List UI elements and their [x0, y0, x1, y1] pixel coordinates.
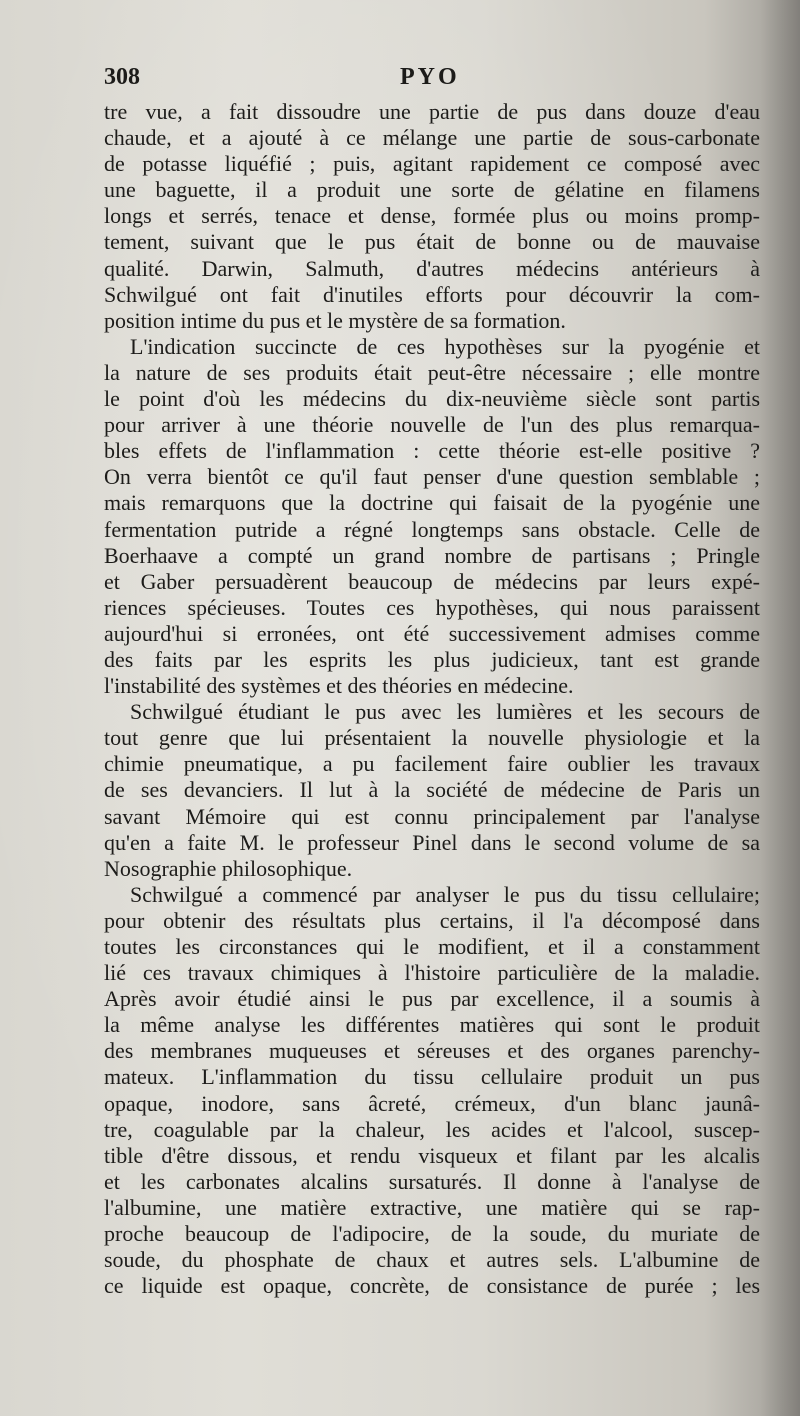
text-line: chimie pneumatique, a pu facilement faire oublier les travaux: [104, 751, 760, 777]
text-line: mais remarquons que la doctrine qui faisait de la pyogénie une: [104, 490, 760, 516]
text-line: de potasse liquéfié ; puis, agitant rapidement ce composé avec: [104, 151, 760, 177]
text-line: fermentation putride a régné longtemps sans obstacle. Celle de: [104, 516, 760, 542]
text-line: position intime du pus et le mystère de sa formation.: [104, 307, 566, 333]
text-line: lié ces travaux chimiques à l'histoire particulière de la maladie.: [104, 960, 760, 986]
text-line: ce liquide est opaque, concrète, de consistance de purée ; les: [104, 1273, 760, 1299]
text-line: Schwilgué ont fait d'inutiles efforts pour découvrir la com-: [104, 281, 760, 307]
text-line: Boerhaave a compté un grand nombre de partisans ; Pringle: [104, 542, 760, 568]
text-line: Après avoir étudié ainsi le pus par excellence, il a soumis à: [104, 986, 760, 1012]
text-line: riences spécieuses. Toutes ces hypothèses, qui nous paraissent: [104, 594, 760, 620]
text-line: tout genre que lui présentaient la nouvelle physiologie et la: [104, 725, 760, 751]
text-line: l'albumine, une matière extractive, une matière qui se rap-: [104, 1194, 760, 1220]
text-line: soude, du phosphate de chaux et autres sels. L'albumine de: [104, 1247, 760, 1273]
text-line: longs et serrés, tenace et dense, formée plus ou moins promp-: [104, 203, 760, 229]
text-line: tre, coagulable par la chaleur, les acides et l'alcool, suscep-: [104, 1116, 760, 1142]
text-line: pour obtenir des résultats plus certains, il l'a décomposé dans: [104, 907, 760, 933]
text-line: et Gaber persuadèrent beaucoup de médecins par leurs expé-: [104, 568, 760, 594]
text-line: L'indication succincte de ces hypothèses sur la pyogénie et: [130, 333, 760, 359]
text-line: et les carbonates alcalins sursaturés. Il donne à l'analyse de: [104, 1168, 760, 1194]
text-line: Schwilgué étudiant le pus avec les lumières et les secours de: [130, 699, 760, 725]
text-line: qu'en a faite M. le professeur Pinel dans le second volume de sa: [104, 829, 760, 855]
text-line: le point d'où les médecins du dix-neuvième siècle sont partis: [104, 386, 760, 412]
text-line: toutes les circonstances qui le modifient, et il a constamment: [104, 934, 760, 959]
text-line: bles effets de l'inflammation : cette théorie est-elle positive ?: [104, 438, 760, 464]
text-line: proche beaucoup de l'adipocire, de la soude, du muriate de: [104, 1221, 760, 1247]
text-line: tible d'être dissous, et rendu visqueux et filant par les alcalis: [104, 1142, 760, 1168]
text-line: la nature de ses produits était peut-être nécessaire ; elle montre: [104, 359, 760, 385]
text-line: pour arriver à une théorie nouvelle de l'un des plus remarqua-: [104, 412, 760, 438]
body-text: [104, 99, 760, 1299]
text-line: savant Mémoire qui est connu principalement par l'analyse: [104, 803, 760, 829]
text-line: mateux. L'inflammation du tissu cellulaire produit un pus: [104, 1064, 760, 1090]
text-line: tement, suivant que le pus était de bonne ou de mauvaise: [104, 229, 760, 255]
text-line: On verra bientôt ce qu'il faut penser d'une question semblable ;: [104, 464, 760, 490]
text-line: qualité. Darwin, Salmuth, d'autres médecins antérieurs à: [104, 255, 760, 281]
text-line: opaque, inodore, sans âcreté, crémeux, d'un blanc jaunâ-: [104, 1090, 760, 1116]
text-line: chaude, et a ajouté à ce mélange une partie de sous-carbonate: [104, 125, 760, 151]
page-number: 308: [104, 64, 140, 90]
text-line: de ses devanciers. Il lut à la société de médecine de Paris un: [104, 777, 760, 803]
running-title: PYO: [400, 64, 460, 90]
text-line: tre vue, a fait dissoudre une partie de pus dans douze d'eau: [104, 99, 760, 124]
text-line: aujourd'hui si erronées, ont été successivement admises comme: [104, 620, 760, 646]
running-head: [104, 64, 764, 94]
text-line: Nosographie philosophique.: [104, 855, 353, 881]
page-edge-shadow: [760, 0, 800, 1416]
text-line: l'instabilité des systèmes et des théories en médecine.: [104, 673, 574, 699]
text-line: des faits par les esprits les plus judicieux, tant est grande: [104, 646, 760, 672]
text-line: des membranes muqueuses et séreuses et des organes parenchy-: [104, 1038, 760, 1064]
text-line: la même analyse les différentes matières qui sont le produit: [104, 1012, 760, 1038]
text-line: Schwilgué a commencé par analyser le pus du tissu cellulaire;: [130, 881, 760, 907]
text-line: une baguette, il a produit une sorte de gélatine en filamens: [104, 177, 760, 203]
